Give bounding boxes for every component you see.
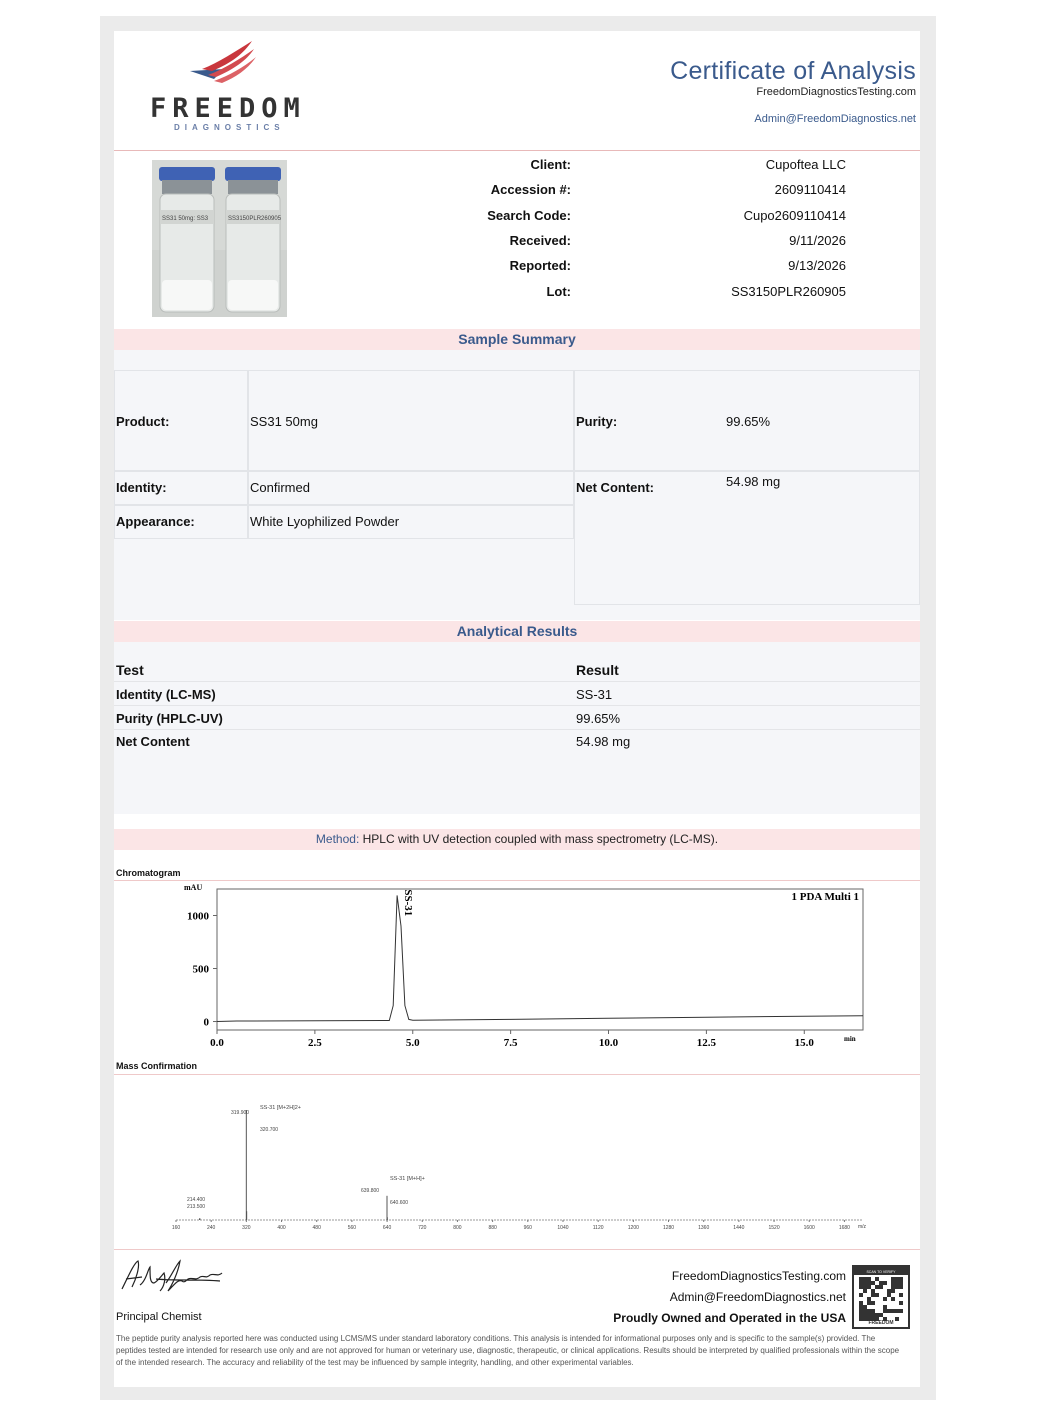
reported-label: Reported: [509, 258, 571, 273]
qr-module [859, 1293, 863, 1297]
logo-subtitle: DIAGNOSTICS [174, 123, 285, 132]
method-bar [114, 829, 920, 850]
mass-x-tick-label: 640 [382, 1225, 392, 1231]
test-column-header: Test [116, 662, 144, 678]
qr-module [859, 1285, 863, 1289]
qr-module [867, 1313, 871, 1317]
mass-x-tick-label: 1040 [557, 1225, 569, 1231]
principal-chemist-label: Principal Chemist [116, 1311, 202, 1323]
identity-label: Identity: [116, 480, 167, 495]
product-label: Product: [116, 414, 170, 429]
mass-x-tick-label: 1280 [662, 1225, 675, 1231]
footer-email[interactable]: Admin@FreedomDiagnostics.net [669, 1290, 846, 1304]
table-row-result: SS-31 [576, 687, 613, 702]
appearance-label: Appearance: [116, 514, 195, 529]
table-row-result: 99.65% [576, 711, 621, 726]
qr-module [875, 1313, 879, 1317]
qr-module [867, 1277, 871, 1281]
qr-module [859, 1281, 863, 1285]
qr-module [871, 1293, 875, 1297]
appearance-value: White Lyophilized Powder [250, 514, 400, 529]
qr-module [895, 1281, 899, 1285]
qr-top-caption: SCAN TO VERIFY [866, 1270, 896, 1274]
row-divider [114, 729, 920, 730]
sample-summary-heading: Sample Summary [114, 329, 920, 350]
product-value: SS31 50mg [250, 414, 318, 429]
qr-module [871, 1313, 875, 1317]
chromatogram-chart [114, 881, 920, 1056]
chromatogram-x-tick-label: 12.5 [696, 1037, 717, 1049]
mass-x-tick-label: 1120 [592, 1225, 604, 1231]
identity-value: Confirmed [250, 480, 310, 495]
mass-label-mh: SS-31 [M+H]+ [390, 1176, 425, 1182]
mass-x-tick-label: 1600 [803, 1225, 815, 1231]
qr-caption: FREEDOM [868, 1320, 894, 1326]
mass-x-tick-label: 240 [207, 1225, 216, 1231]
method-text: HPLC with UV detection coupled with mass spectrometry (LC-MS). [359, 832, 719, 846]
mass-x-tick-label: 880 [488, 1225, 497, 1231]
qr-module [887, 1309, 891, 1313]
client-label: Client: [530, 157, 571, 172]
qr-module [879, 1285, 883, 1289]
qr-module [875, 1277, 879, 1281]
qr-module [899, 1277, 903, 1281]
qr-module [863, 1277, 867, 1281]
qr-module [863, 1313, 867, 1317]
search-code-value: Cupo2609110414 [743, 208, 846, 223]
table-row-test: Identity (LC-MS) [116, 687, 216, 702]
chromatogram-x-unit: min [844, 1035, 856, 1043]
qr-module [871, 1289, 875, 1293]
peak-label: SS-31 [402, 889, 415, 917]
table-row-test: Net Content [116, 734, 190, 749]
qr-code[interactable] [852, 1265, 910, 1329]
mass-label-214: 214.400 [187, 1197, 206, 1203]
mass-x-tick-label: 160 [171, 1225, 181, 1231]
qr-module [879, 1281, 883, 1285]
qr-module [891, 1289, 895, 1293]
qr-module [863, 1285, 867, 1289]
qr-module [891, 1285, 895, 1289]
qr-module [859, 1277, 863, 1281]
chromatogram-y-unit: mAU [184, 883, 203, 892]
qr-module [883, 1309, 887, 1313]
signature-image [116, 1255, 226, 1297]
chromatogram-heading: Chromatogram [116, 868, 181, 878]
qr-module [859, 1305, 863, 1309]
vial-image [152, 160, 287, 317]
header-website[interactable]: FreedomDiagnosticsTesting.com [756, 86, 916, 98]
disclaimer-text: The peptide purity analysis reported here was conducted using LCMS/MS under standard laboratory conditions. This analysis is intended for informational purposes only and is specific to the sample(s) provided. The peptides tested are intended for research use only and are not approved for human or veterinary use, diagnostic, therapeutic, or clinical applications. Results should be interpreted by qualified professionals within the scope of the intended research. The accuracy and reliability of the test may be influenced by sample integrity, handling, and other experimental variables. [116, 1334, 900, 1367]
qr-module [859, 1309, 863, 1313]
qr-module [883, 1297, 887, 1301]
chromatogram-y-tick-label: 1000 [187, 910, 209, 923]
qr-module [875, 1285, 879, 1289]
mass-divider [114, 1074, 920, 1075]
qr-code-icon [854, 1267, 908, 1327]
lot-value: SS3150PLR260905 [731, 284, 846, 299]
qr-module [867, 1297, 871, 1301]
mass-label-213: 213.500 [187, 1204, 206, 1210]
chromatogram-x-tick-label: 5.0 [405, 1037, 420, 1049]
qr-module [871, 1301, 875, 1305]
chromatogram-x-tick-label: 10.0 [598, 1037, 619, 1049]
lot-label: Lot: [546, 284, 571, 299]
certificate-sheet [114, 31, 920, 1387]
qr-module [879, 1313, 883, 1317]
footer-website[interactable]: FreedomDiagnosticsTesting.com [671, 1269, 846, 1283]
qr-module [883, 1281, 887, 1285]
chromatogram-x-tick-label: 7.5 [503, 1037, 518, 1049]
table-row-test: Purity (HPLC-UV) [116, 711, 223, 726]
received-label: Received: [509, 233, 571, 248]
accession-value: 2609110414 [774, 182, 846, 197]
qr-module [863, 1289, 867, 1293]
qr-module [895, 1277, 899, 1281]
qr-module [883, 1305, 887, 1309]
product-photo [152, 160, 287, 317]
qr-module [887, 1289, 891, 1293]
mass-label-320: 320.700 [260, 1127, 279, 1133]
mass-x-tick-label: 560 [347, 1225, 357, 1231]
row-divider [114, 681, 920, 682]
qr-module [891, 1297, 895, 1301]
qr-module [891, 1277, 895, 1281]
chromatogram-x-tick-label: 0.0 [210, 1037, 224, 1049]
net-content-value: 54.98 mg [726, 474, 781, 489]
page-title: Certificate of Analysis [670, 57, 916, 85]
purity-label: Purity: [576, 414, 618, 429]
qr-module [859, 1317, 863, 1321]
mass-spectrum-chart [114, 1076, 920, 1236]
eagle-wing-logo-icon [184, 41, 264, 87]
analytical-results-heading: Analytical Results [114, 621, 920, 642]
qr-module [891, 1281, 895, 1285]
qr-module [863, 1305, 867, 1309]
qr-module [871, 1309, 875, 1313]
vial-label-left: SS31 50mg: SS3 [162, 216, 209, 222]
qr-module [859, 1313, 863, 1317]
header-divider [114, 150, 920, 151]
mass-x-tick-label: 720 [418, 1225, 427, 1231]
chromatogram-x-tick-label: 15.0 [794, 1037, 814, 1049]
qr-module [859, 1301, 863, 1305]
mass-label-m2h: SS-31 [M+2H]2+ [260, 1105, 301, 1111]
qr-module [899, 1301, 903, 1305]
header-email[interactable]: Admin@FreedomDiagnostics.net [754, 113, 916, 125]
mass-x-tick-label: 320 [242, 1225, 251, 1231]
chromatogram-x-tick-label: 2.5 [308, 1037, 322, 1049]
chromatogram-frame [217, 889, 863, 1030]
mass-x-unit: m/z [858, 1224, 867, 1230]
chromatogram-channel-label: 1 PDA Multi 1 [791, 891, 859, 903]
mass-x-tick-label: 480 [312, 1225, 321, 1231]
qr-module [863, 1317, 867, 1321]
qr-module [867, 1301, 871, 1305]
qr-module [899, 1281, 903, 1285]
logo-wordmark: FREEDOM [150, 93, 306, 124]
search-code-label: Search Code: [487, 208, 571, 223]
mass-x-tick-label: 1360 [698, 1225, 710, 1231]
mass-label-640: 640.600 [390, 1200, 409, 1206]
qr-module [899, 1293, 903, 1297]
qr-module [887, 1293, 891, 1297]
vial-label-right: SS3150PLR260905 [228, 216, 282, 222]
mass-label-319: 319.900 [231, 1110, 250, 1116]
qr-module [867, 1285, 871, 1289]
reported-value: 9/13/2026 [788, 258, 846, 273]
qr-module [863, 1281, 867, 1285]
qr-module [863, 1309, 867, 1313]
purity-value: 99.65% [726, 414, 771, 429]
method-label: Method: [315, 832, 360, 846]
chromatogram-y-tick-label: 500 [192, 963, 209, 976]
accession-label: Accession #: [490, 182, 571, 197]
qr-module [875, 1293, 879, 1297]
qr-module [867, 1309, 871, 1313]
received-value: 9/11/2026 [789, 233, 846, 248]
mass-x-tick-label: 960 [523, 1225, 532, 1231]
mass-label-639: 639.800 [361, 1188, 380, 1194]
qr-module [899, 1309, 903, 1313]
qr-module [895, 1309, 899, 1313]
mass-x-tick-label: 1440 [733, 1225, 745, 1231]
footer-tagline: Proudly Owned and Operated in the USA [613, 1311, 846, 1325]
qr-module [871, 1281, 875, 1285]
mass-x-tick-label: 1520 [768, 1225, 780, 1231]
analytical-results-panel [114, 642, 920, 814]
mass-x-tick-label: 800 [453, 1225, 462, 1231]
chromatogram-y-tick-label: 0 [203, 1016, 209, 1029]
result-column-header: Result [576, 662, 619, 678]
footer-divider [114, 1249, 920, 1250]
qr-module [899, 1285, 903, 1289]
table-row-result: 54.98 mg [576, 734, 631, 749]
mass-x-tick-label: 400 [277, 1225, 286, 1231]
net-content-label: Net Content: [576, 480, 654, 495]
qr-module [895, 1317, 899, 1321]
qr-module [895, 1285, 899, 1289]
mass-x-tick-label: 1680 [838, 1225, 850, 1231]
mass-x-tick-label: 1200 [627, 1225, 639, 1231]
client-value: Cupoftea LLC [765, 157, 846, 172]
mass-confirmation-heading: Mass Confirmation [116, 1061, 198, 1071]
qr-module [867, 1281, 871, 1285]
qr-module [891, 1309, 895, 1313]
row-divider [114, 705, 920, 706]
